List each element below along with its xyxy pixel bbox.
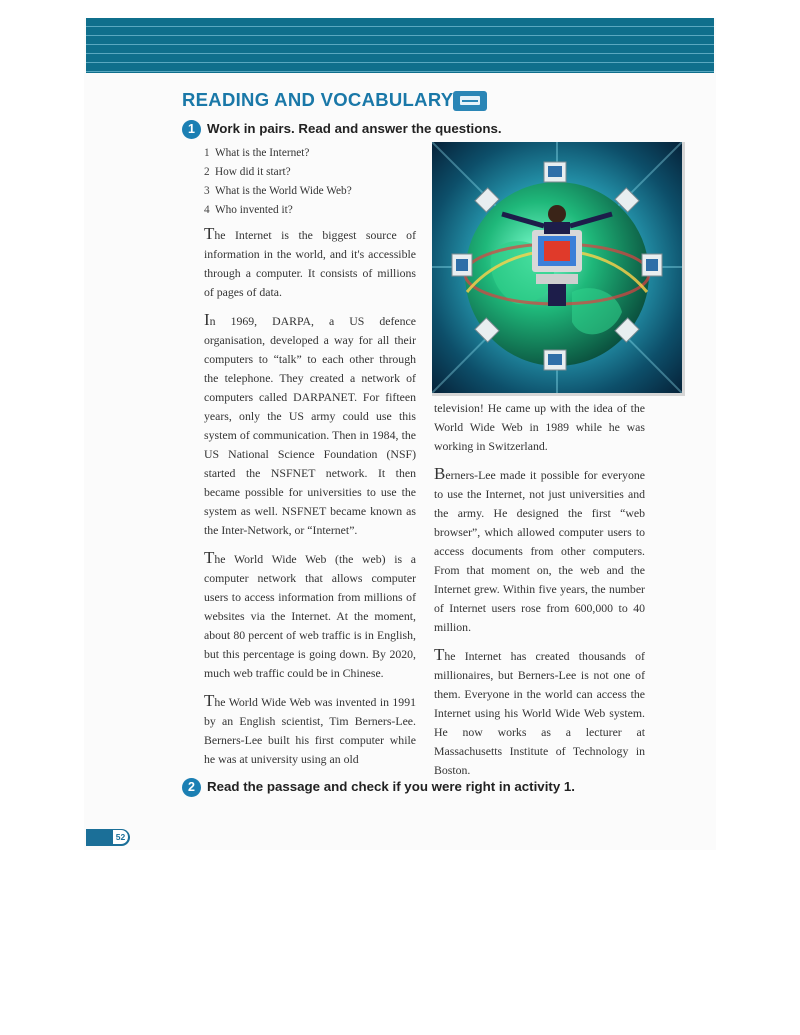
paragraph: television! He came up with the idea of the World Wide Web in 1989 while he was working in Switzerland. xyxy=(434,401,645,453)
globe-network-image xyxy=(432,142,682,393)
question-item: 2 How did it start? xyxy=(204,166,291,178)
question-item: 4 Who invented it? xyxy=(204,204,293,216)
section-title: READING AND VOCABULARY xyxy=(182,89,454,110)
question-item: 3 What is the World Wide Web? xyxy=(204,185,352,197)
computer-icon xyxy=(453,91,487,111)
activity-1-instruction: Work in pairs. Read and answer the questions. xyxy=(207,121,502,136)
paragraph: The World Wide Web (the web) is a computer network that allows computer users to access information from millions of websites via the Internet. At the moment, about 80 percent of web traffic is in English, but this percentage is going down. By 2020, much web traffic could be in Chinese. xyxy=(204,548,416,680)
paragraph: The Internet has created thousands of millionaires, but Berners-Lee is not one of them. Everyone in the world can access the Internet using his World Wide Web system. He now works as a lecturer at Massachusetts Institute of Technology in Boston. xyxy=(434,645,645,777)
passage-left-column xyxy=(204,226,416,779)
activity-1-number: 1 xyxy=(182,120,201,139)
paragraph: The World Wide Web was invented in 1991 by an English scientist, Tim Berners-Lee. Berners-Lee built his first computer while he was at university using an old xyxy=(204,691,416,766)
header-banner xyxy=(86,18,714,73)
passage-right-column xyxy=(434,399,645,790)
paragraph: Berners-Lee made it possible for everyone to use the Internet, not just universities and the army. He designed the first “web browser”, which allowed computer users to access documents from other computers. From that moment on, the web and the Internet grew. Within five years, the number of Internet users rose from 600,000 to 40 million. xyxy=(434,464,645,634)
paragraph: In 1969, DARPA, a US defence organisation, developed a way for all their computers to “talk” to each other through the telephone. They created a network of computers called DARPANET. For fifteen years, only the US army could use this system of communication. Then in 1984, the US National Science Foundation (NSF) started the NSFNET network. It then became possible for universities to use the system as well. NSFNET became known as the Inter-Network, or “Internet”. xyxy=(204,310,416,537)
activity-2-number: 2 xyxy=(182,778,201,797)
question-list xyxy=(204,144,352,220)
paragraph: The Internet is the biggest source of information in the world, and it's accessible through a computer. It consists of millions of pages of data. xyxy=(204,224,416,299)
page-number-tab xyxy=(86,829,130,846)
internet-illustration xyxy=(432,142,685,396)
activity-2-instruction: Read the passage and check if you were right in activity 1. xyxy=(207,779,576,794)
question-item: 1 What is the Internet? xyxy=(204,147,310,159)
page-number: 52 xyxy=(113,830,128,844)
